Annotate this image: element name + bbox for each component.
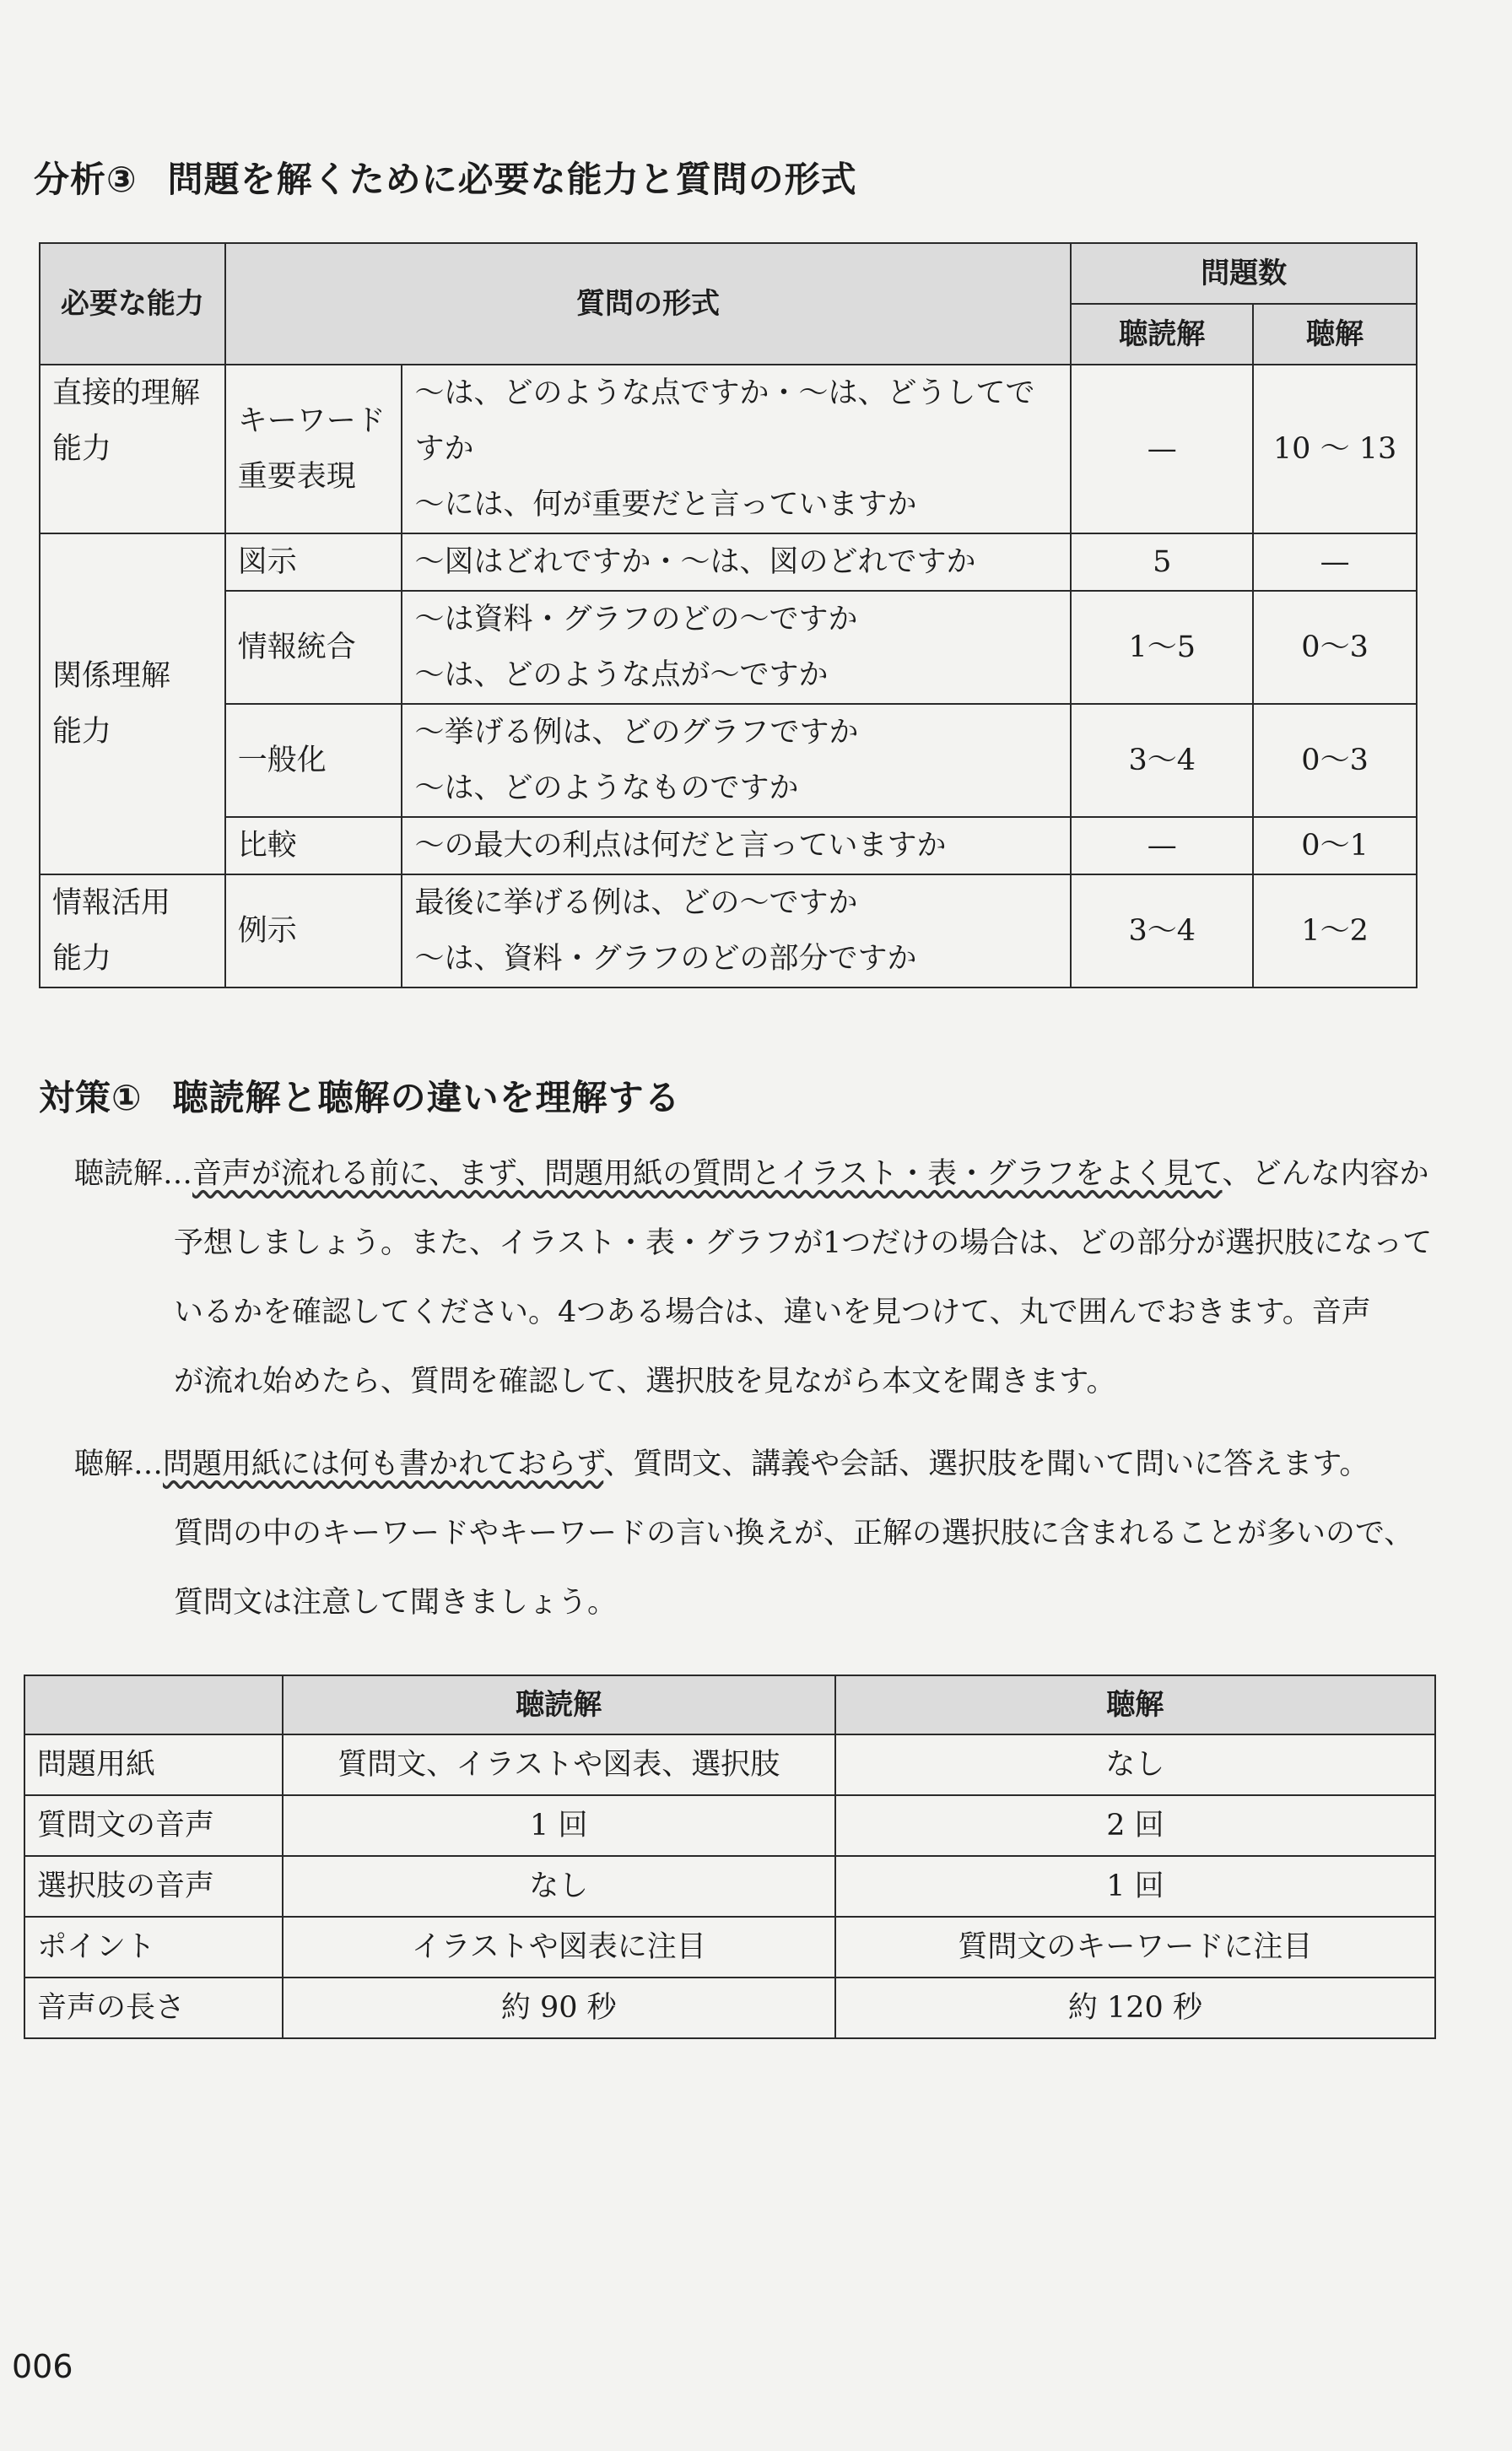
cell: 2 回 — [835, 1795, 1435, 1856]
para2-underlined: 問題用紙には何も書かれておらず — [163, 1447, 604, 1481]
paragraph-choukai-dokkai — [74, 1139, 1441, 1416]
question-cell: 最後に挙げる例は、どの〜ですか 〜は、資料・グラフのどの部分ですか — [402, 874, 1071, 987]
ability-cell: 直接的理解 能力 — [40, 365, 225, 533]
row-label: 選択肢の音声 — [24, 1856, 283, 1917]
para2-line: 質問文は注意して聞きましょう。 — [174, 1586, 618, 1620]
row-label: 音声の長さ — [24, 1978, 283, 2038]
row-label: 問題用紙 — [24, 1734, 283, 1795]
type-cell: キーワード 重要表現 — [225, 365, 402, 533]
table-row — [24, 1917, 1435, 1978]
type-cell: 一般化 — [225, 704, 402, 817]
section1-number: 分析③ — [34, 159, 138, 200]
question-cell: 〜図はどれですか・〜は、図のどれですか — [402, 533, 1071, 591]
row-label: ポイント — [24, 1917, 283, 1978]
cell: 質問文のキーワードに注目 — [835, 1917, 1435, 1978]
table-row — [24, 1856, 1435, 1917]
header-format: 質問の形式 — [225, 243, 1072, 365]
table-row — [24, 1795, 1435, 1856]
page-number: 006 — [12, 2348, 73, 2385]
para1-label: 聴読解… — [74, 1157, 193, 1191]
table-row — [40, 874, 1417, 987]
count-a-cell: — — [1071, 365, 1253, 533]
section2-heading — [39, 1070, 681, 1121]
section2-title: 聴読解と聴解の違いを理解する — [172, 1077, 681, 1118]
type-cell: 比較 — [225, 817, 402, 874]
count-b-cell: 0〜3 — [1253, 591, 1417, 704]
header-choukai-dokkai: 聴読解 — [283, 1675, 835, 1734]
header-choukai: 聴解 — [835, 1675, 1435, 1734]
question-cell: 〜は、どのような点ですか・〜は、どうしてですか 〜には、何が重要だと言っていますか — [402, 365, 1071, 533]
count-b-cell: 10 〜 13 — [1253, 365, 1417, 533]
table-row — [24, 1734, 1435, 1795]
type-cell: 例示 — [225, 874, 402, 987]
table-row — [40, 591, 1417, 704]
table-row — [40, 365, 1417, 533]
comparison-table — [24, 1675, 1436, 2039]
question-cell: 〜は資料・グラフのどの〜ですか 〜は、どのような点が〜ですか — [402, 591, 1071, 704]
section1-heading — [34, 152, 857, 203]
header-count: 問題数 — [1071, 243, 1417, 304]
type-cell: 情報統合 — [225, 591, 402, 704]
para1-line: が流れ始めたら、質問を確認して、選択肢を見ながら本文を聞きます。 — [174, 1365, 1116, 1399]
para1-text: 、どんな内容か — [1222, 1157, 1429, 1191]
cell: 質問文、イラストや図表、選択肢 — [283, 1734, 835, 1795]
table-row — [40, 817, 1417, 874]
paragraph-choukai — [74, 1430, 1441, 1637]
para2-text: 、質問文、講義や会話、選択肢を聞いて問いに答えます。 — [603, 1447, 1369, 1481]
section1-title: 問題を解くために必要な能力と質問の形式 — [167, 159, 857, 200]
question-cell: 〜挙げる例は、どのグラフですか 〜は、どのようなものですか — [402, 704, 1071, 817]
cell: 1 回 — [283, 1795, 835, 1856]
ability-cell: 情報活用 能力 — [40, 874, 225, 987]
para2-line: 質問の中のキーワードやキーワードの言い換えが、正解の選択肢に含まれることが多いので、 — [174, 1517, 1414, 1550]
count-a-cell: 3〜4 — [1071, 704, 1253, 817]
question-cell: 〜の最大の利点は何だと言っていますか — [402, 817, 1071, 874]
type-cell: 図示 — [225, 533, 402, 591]
count-a-cell: — — [1071, 817, 1253, 874]
count-a-cell: 5 — [1071, 533, 1253, 591]
count-b-cell: 0〜1 — [1253, 817, 1417, 874]
cell: 1 回 — [835, 1856, 1435, 1917]
para1-underlined: 音声が流れる前に、まず、問題用紙の質問とイラスト・表・グラフをよく見て — [192, 1157, 1223, 1191]
para1-line: 予想しましょう。また、イラスト・表・グラフが1つだけの場合は、どの部分が選択肢になって — [174, 1226, 1433, 1260]
cell: 約 120 秒 — [835, 1978, 1435, 2038]
header-ability: 必要な能力 — [40, 243, 225, 365]
para2-label: 聴解… — [74, 1447, 164, 1481]
count-b-cell: 0〜3 — [1253, 704, 1417, 817]
count-a-cell: 3〜4 — [1071, 874, 1253, 987]
ability-question-table — [39, 242, 1418, 988]
cell: 約 90 秒 — [283, 1978, 835, 2038]
header-choukai-dokkai: 聴読解 — [1071, 304, 1253, 365]
cell: なし — [835, 1734, 1435, 1795]
table-row — [40, 704, 1417, 817]
section2-number: 対策① — [39, 1077, 143, 1118]
table-row — [40, 533, 1417, 591]
row-label: 質問文の音声 — [24, 1795, 283, 1856]
header-choukai: 聴解 — [1253, 304, 1417, 365]
ability-cell: 関係理解 能力 — [40, 533, 225, 874]
count-a-cell: 1〜5 — [1071, 591, 1253, 704]
count-b-cell: — — [1253, 533, 1417, 591]
cell: なし — [283, 1856, 835, 1917]
para1-line: いるかを確認してください。4つある場合は、違いを見つけて、丸で囲んでおきます。音声 — [174, 1296, 1371, 1329]
cell: イラストや図表に注目 — [283, 1917, 835, 1978]
count-b-cell: 1〜2 — [1253, 874, 1417, 987]
header-blank — [24, 1675, 283, 1734]
table-row — [24, 1978, 1435, 2038]
